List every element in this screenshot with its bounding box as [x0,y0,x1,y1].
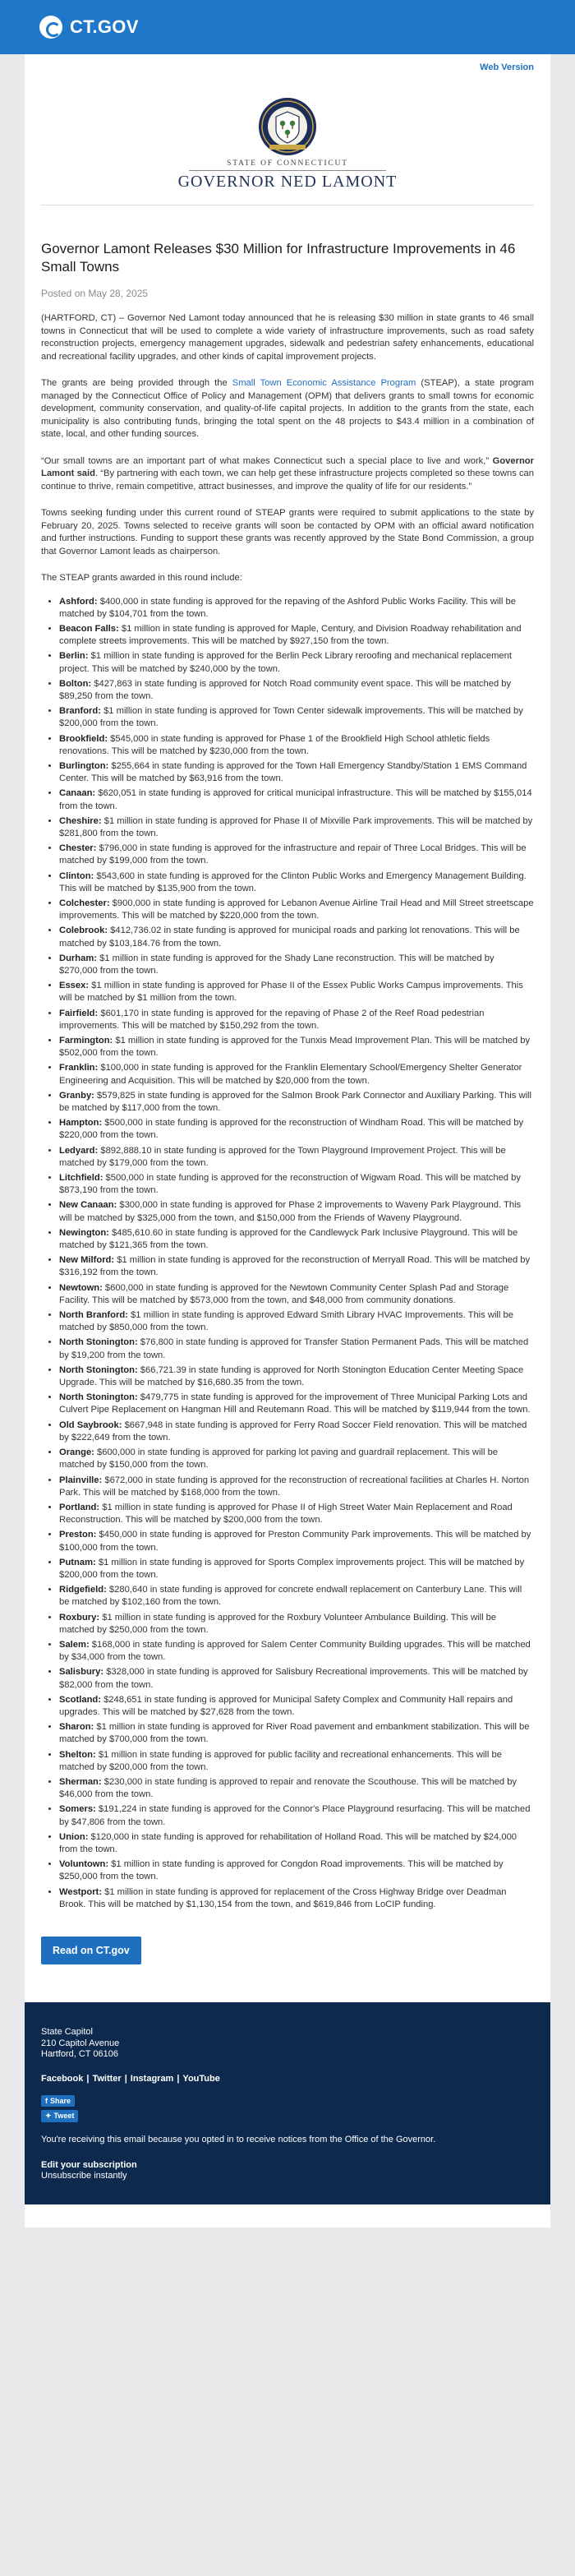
grant-description: $76,800 in state funding is approved for Transfer Station Permanent Pads. This will be matched by $19,200 from the town. [59,1337,529,1360]
share-label: Share [50,2096,71,2105]
grant-town: Salisbury: [59,1667,104,1678]
grant-item [59,1721,534,1746]
grant-description: $900,000 in state funding is approved for Lebanon Avenue Airline Trail Head and Mill Street streetscape improvements. This will be matched by $220,000 from the town. [59,898,534,921]
grant-town: Berlin: [59,651,89,662]
grant-town: Cheshire: [59,815,102,826]
grant-item [59,787,534,812]
grant-description: $543,600 in state funding is approved for the Clinton Public Works and Emergency Management Building. This will be matched by $135,900 from the town. [59,870,527,893]
instagram-link[interactable]: Instagram [130,2073,174,2084]
grant-description: $280,640 in state funding is approved for concrete endwall replacement on Canterbury Lane. This will be matched by $102,160 from the town. [59,1585,522,1608]
grant-description: $1 million in state funding is approved for Congdon Road improvements. This will be matched by $250,000 from the town. [59,1859,504,1882]
grant-item [59,1447,534,1471]
subscription-notice: You're receiving this email because you opted in to receive notices from the Office of the Governor. [41,2134,436,2144]
grant-item [59,1035,534,1059]
grant-town: Voluntown: [59,1859,109,1870]
grant-item [59,1886,534,1911]
grant-town: Clinton: [59,870,94,881]
grant-item [59,705,534,730]
grant-item [59,1803,534,1828]
grant-town: Fairfield: [59,1008,99,1018]
grant-town: Salem: [59,1639,90,1650]
grant-town: Granby: [59,1090,94,1101]
grant-town: Union: [59,1831,89,1842]
footer-address [41,2027,534,2061]
grant-item [59,1336,534,1361]
grant-town: Farmington: [59,1036,113,1046]
steap-program-link[interactable]: Small Town Economic Assistance Program [232,378,416,388]
youtube-link[interactable]: YouTube [182,2073,220,2084]
grant-description: $620,051 in state funding is approved for critical municipal infrastructure. This will be matched by $155,014 from the town. [59,788,532,811]
quote-lead: “Our small towns are an important part of what makes Connecticut such a special place to live and work,” [41,455,493,466]
address-line: State Capitol [41,2027,93,2037]
paragraph-program-rest: (STEAP), a state program managed by the Connecticut Office of Policy and Management (OPM) that delivers grants to small towns for economic development, community conservation, and quality-of-life capital projects. In addition to the grants from the state, each municipality is also contributing funds, bringing the total spent on the 48 projects to $43.4 million in a combination of state, local, and other funding sources. [41,378,534,439]
grant-town: Ledyard: [59,1145,99,1156]
facebook-link[interactable]: Facebook [41,2073,84,2084]
grant-town: Plainville: [59,1475,103,1485]
grant-description: $479,775 in state funding is approved for the improvement of Three Municipal Parking Lots and Culvert Pipe Replacement on Hangman Hill and Reutemann Road. This will be matched by $119,944 from the town. [59,1392,531,1415]
grant-item [59,925,534,949]
web-version-row [25,54,550,72]
grant-item [59,1090,534,1115]
top-bar [0,0,575,54]
brand-label: CT.GOV [70,16,139,37]
paragraph-grants-intro: The STEAP grants awarded in this round include: [41,573,242,583]
grant-item [59,1172,534,1197]
grant-town: North Stonington: [59,1364,138,1375]
grant-description: $230,000 in state funding is approved to repair and renovate the Scouthouse. This will be matched by $46,000 from the town. [59,1776,518,1800]
facebook-share-button[interactable] [41,2095,75,2107]
grant-town: Litchfield: [59,1173,104,1184]
grant-town: Colebrook: [59,926,108,936]
grant-description: $1 million in state funding is approved for replacement of the Cross Highway Bridge over Deadman Brook. This will be matched by $1,130,154 from the town, and $619,846 from LoCIP funding. [59,1886,507,1909]
governor-logo [25,72,550,205]
grant-description: $1 million in state funding is approved for public facility and recreational enhancements. This will be matched by $200,000 from the town. [59,1749,502,1772]
grant-item [59,1776,534,1801]
quote-rest: . “By partnering with each town, we can help get these infrastructure projects completed so these towns can continue to thrive, remain competitive, attract businesses, and improve the quality of life for our residents.” [41,469,535,492]
grant-item [59,980,534,1004]
grant-description: $412,736.02 in state funding is approved for municipal roads and parking lot renovations. This will be matched by $103,184.76 from the town. [59,926,520,949]
twitter-link[interactable]: Twitter [92,2073,122,2084]
subscription-links [41,2160,534,2181]
grant-description: $1 million in state funding is approved Edward Smith Library HVAC Improvements. This will be matched by $850,000 from the town. [59,1310,513,1333]
grant-item [59,678,534,703]
bottom-spacer [25,2204,550,2227]
grant-description: $500,000 in state funding is approved for the reconstruction of Wigwam Road. This will be matched by $873,190 from the town. [59,1173,521,1196]
article-title: Governor Lamont Releases $30 Million for Infrastructure Improvements in 46 Small Towns [41,241,516,275]
grant-item [59,1364,534,1389]
grant-item [59,1612,534,1637]
separator: | [86,2073,90,2084]
grant-item [59,1420,534,1444]
paragraph-applications: Towns seeking funding under this current round of STEAP grants were required to submit applications to the state by February 20, 2025. Towns selected to receive grants will soon be contacted by OPM with an official award notification and further instructions. Funding to support these grants was recently approved by the State Bond Commission, a group that Governor Lamont leads as chairperson. [41,508,534,556]
grant-town: Brookfield: [59,733,108,744]
grant-town: Sherman: [59,1776,102,1787]
separator: | [124,2073,127,2084]
tweet-label: Tweet [53,2112,75,2120]
grant-town: Franklin: [59,1063,99,1073]
grant-town: Branford: [59,706,101,717]
grant-item [59,870,534,895]
grant-town: North Branford: [59,1310,128,1321]
grant-item [59,1145,534,1170]
grant-description: $1 million in state funding is approved for Town Center sidewalk improvements. This will be matched by $200,000 from the town. [59,706,523,729]
paragraph-program-lead: The grants are being provided through the [41,378,232,388]
article-body [41,205,534,2002]
unsubscribe-link[interactable]: Unsubscribe instantly [41,2170,127,2181]
grant-description: $66,721.39 in state funding is approved for North Stonington Education Center Meeting Space Upgrade. This will be matched by $16,680.35 from the town. [59,1364,524,1388]
grant-item [59,1475,534,1499]
grant-description: $120,000 in state funding is approved for rehabilitation of Holland Road. This will be matched by $24,000 from the town. [59,1831,518,1854]
grant-description: $579,825 in state funding is approved for the Salmon Brook Park Connector and Auxiliary Parking. This will be matched by $117,000 from the town. [59,1090,532,1114]
grant-town: Durham: [59,953,97,963]
grant-item [59,1392,534,1416]
facebook-icon: f [45,2096,48,2105]
grant-item [59,1008,534,1032]
grant-town: Shelton: [59,1749,96,1760]
grant-town: New Canaan: [59,1200,117,1211]
logo-divider [25,170,550,171]
grant-description: $600,000 in state funding is approved for the Newtown Community Center Splash Pad and Storage Facility. This will be matched by $573,000 from the town, and $48,000 from community donations. [59,1282,509,1305]
grant-item [59,1831,534,1856]
grant-description: $1 million in state funding is approved for the reconstruction of Merryall Road. This will be matched by $316,192 from the town. [59,1255,531,1278]
quote-attribution: Governor Lamont said [41,455,534,478]
grant-description: $1 million in state funding is approved for Sports Complex improvements project. This will be matched by $200,000 from the town. [59,1557,525,1580]
grant-item [59,815,534,840]
edit-subscription-link[interactable]: Edit your subscription [41,2159,137,2170]
grant-town: Roxbury: [59,1612,100,1623]
grant-description: $400,000 in state funding is approved for the repaving of the Ashford Public Works Facility. This will be matched by $104,701 from the town. [59,596,516,619]
grant-town: North Stonington: [59,1337,138,1348]
grant-item [59,650,534,675]
grant-item [59,843,534,867]
grant-item [59,1858,534,1883]
grant-description: $191,224 in state funding is approved for the Connor's Place Playground resurfacing. This will be matched by $47,806 from the town. [59,1804,531,1827]
paragraph-program [41,377,534,441]
grant-description: $667,948 in state funding is approved for Ferry Road Soccer Field renovation. This will be matched by $222,649 from the town. [59,1420,527,1443]
grant-item [59,1282,534,1307]
grant-description: $427,863 in state funding is approved for Notch Road community event space. This will be matched by $89,250 from the town. [59,678,512,701]
grant-item [59,596,534,621]
grant-description: $500,000 in state funding is approved for the reconstruction of Windham Road. This will be matched by $220,000 from the town. [59,1118,524,1141]
address-line: 210 Capitol Avenue [41,2038,120,2048]
grant-town: Preston: [59,1530,97,1540]
grant-town: Canaan: [59,788,96,799]
grant-item [59,1749,534,1774]
grant-item [59,1557,534,1581]
ct-logo-icon [39,16,62,39]
grant-town: Chester: [59,843,97,854]
grant-description: $1 million in state funding is approved for the Tunxis Mead Improvement Plan. This will be matched by $502,000 from the town. [59,1036,531,1059]
grant-description: $248,651 in state funding is approved for Municipal Safety Complex and Community Hall repairs and upgrades. This will be matched by $27,628 from the town. [59,1694,513,1717]
grant-town: Ridgefield: [59,1585,107,1595]
grant-item [59,1694,534,1719]
grant-town: Burlington: [59,760,109,771]
grant-town: Orange: [59,1447,94,1458]
grant-description: $1 million in state funding is approved for Phase II of High Street Water Main Replacement and Road Reconstruction. This will be matched by $200,000 from the town. [59,1502,513,1526]
grant-item [59,1529,534,1553]
grant-description: $796,000 in state funding is approved for the infrastructure and repair of Three Local Bridges. This will be matched by $199,000 from the town. [59,843,527,866]
grant-description: $168,000 in state funding is approved for Salem Center Community Building upgrades. This will be matched by $34,000 from the town. [59,1639,531,1663]
grant-description: $600,000 in state funding is approved for parking lot paving and guardrail replacement. This will be matched by $150,000 from the town. [59,1447,499,1470]
grant-town: Newington: [59,1227,109,1238]
grant-description: $1 million in state funding is approved for the Shady Lane reconstruction. This will be matched by $270,000 from the town. [59,953,494,976]
grant-town: Somers: [59,1804,96,1815]
grant-description: $328,000 in state funding is approved for Salisbury Recreational improvements. This will be matched by $82,000 from the town. [59,1667,528,1690]
grant-town: Scotland: [59,1694,101,1705]
grant-town: Ashford: [59,596,98,607]
grant-description: $485,610.60 in state funding is approved for the Candlewyck Park Inclusive Playground. This will be matched by $121,365 from the town. [59,1227,518,1251]
address-line: Hartford, CT 06106 [41,2049,118,2059]
read-on-ctgov-button[interactable]: Read on CT.gov [41,1937,141,1964]
grant-town: Hampton: [59,1118,103,1129]
separator: | [177,2073,180,2084]
grant-description: $1 million in state funding is approved for the Berlin Peck Library reroofing and mechanical replacement project. This will be matched by $240,000 by the town. [59,651,512,674]
paragraph-intro: (HARTFORD, CT) – Governor Ned Lamont today announced that he is releasing $30 million in state grants to 46 small towns in Connecticut that will be used to complete a wide variety of infrastructure improvements, such as road safety reconstruction projects, emergency management upgrades, sidewalk and pedestrian safety enhancements, educational and recreational facility upgrades, and other kinds of capital improvement projects. [41,313,534,362]
grant-item [59,1254,534,1279]
grant-description: $1 million in state funding is approved for Phase II of Mixville Park improvements. This will be matched by $281,800 from the town. [59,815,533,838]
grant-item [59,1309,534,1334]
grants-list [41,596,534,1912]
grant-description: $892,888.10 in state funding is approved for the Town Playground Improvement Project. This will be matched by $179,000 from the town. [59,1145,506,1168]
grant-description: $255,664 in state funding is approved for the Town Hall Emergency Standby/Station 1 EMS Command Center. This will be matched by $63,916 from the town. [59,760,527,784]
grant-description: $545,000 in state funding is approved for Phase 1 of the Brookfield High School athletic fields renovations. This will be matched by $230,000 from the town. [59,733,490,756]
grant-item [59,1117,534,1142]
grant-town: Colchester: [59,898,110,908]
grant-item [59,1502,534,1526]
grant-item [59,898,534,922]
social-links [41,2074,534,2084]
grant-town: Westport: [59,1886,102,1897]
grant-town: Sharon: [59,1722,94,1733]
twitter-bird-icon: ✦ [45,2111,52,2120]
grant-item [59,953,534,977]
grant-item [59,760,534,785]
grant-town: Bolton: [59,678,92,689]
grant-description: $1 million in state funding is approved for Maple, Century, and Division Roadway rehabilitation and complete streets improvements. This will be matched by $927,150 from the town. [59,623,522,647]
ct-gov-brand-link[interactable] [39,16,139,39]
grant-town: New Milford: [59,1255,115,1266]
grant-item [59,1584,534,1609]
tweet-button[interactable] [41,2110,78,2122]
grant-item [59,1199,534,1224]
share-buttons [41,2095,534,2122]
web-version-link[interactable]: Web Version [480,62,534,72]
grant-town: Old Saybrook: [59,1420,122,1430]
grant-item [59,1666,534,1691]
logo-state-text: STATE OF CONNECTICUT [227,159,348,168]
grant-description: $1 million in state funding is approved for the Roxbury Volunteer Ambulance Building. This will be matched by $250,000 from the town. [59,1612,497,1635]
grant-town: North Stonington: [59,1392,138,1403]
grant-town: Portland: [59,1502,100,1512]
grant-description: $300,000 in state funding is approved for Phase 2 improvements to Waveny Park Playground. This will be matched by $325,000 from the town, and $150,000 from the Friends of Waveny Playground. [59,1200,522,1223]
posted-date: Posted on May 28, 2025 [41,288,149,299]
grant-description: $1 million in state funding is approved for River Road pavement and embankment stabilization. This will be matched by $700,000 from the town. [59,1722,530,1745]
grant-town: Newtown: [59,1282,103,1293]
grant-town: Beacon Falls: [59,623,119,634]
paragraph-quote [41,455,534,494]
grant-description: $450,000 in state funding is approved for Preston Community Park improvements. This will be matched by $100,000 from the town. [59,1530,531,1553]
grant-town: Putnam: [59,1557,96,1567]
email-container [25,54,550,2227]
footer [25,2002,550,2204]
grant-item [59,1639,534,1664]
grant-item [59,623,534,648]
grant-item [59,1062,534,1087]
grant-description: $601,170 in state funding is approved for the repaving of Phase 2 of the Reef Road pedestrian improvements. This will be matched by $150,292 from the town. [59,1008,485,1031]
grant-town: Essex: [59,981,90,991]
grant-description: $1 million in state funding is approved for Phase II of the Essex Public Works Campus improvements. This will be matched by $1 million from the town. [59,981,523,1004]
grant-description: $100,000 in state funding is approved for the Franklin Elementary School/Emergency Shelter Generator Engineering and Acquisition. This will be matched by $20,000 from the town. [59,1063,522,1086]
grant-item [59,1227,534,1252]
logo-governor-name: GOVERNOR NED LAMONT [177,173,398,191]
grant-description: $672,000 in state funding is approved for the reconstruction of recreational facilities at Charles H. Norton Park. This will be matched by $168,000 from the town. [59,1475,530,1498]
connecticut-state-seal-icon [258,97,317,156]
grant-item [59,733,534,758]
